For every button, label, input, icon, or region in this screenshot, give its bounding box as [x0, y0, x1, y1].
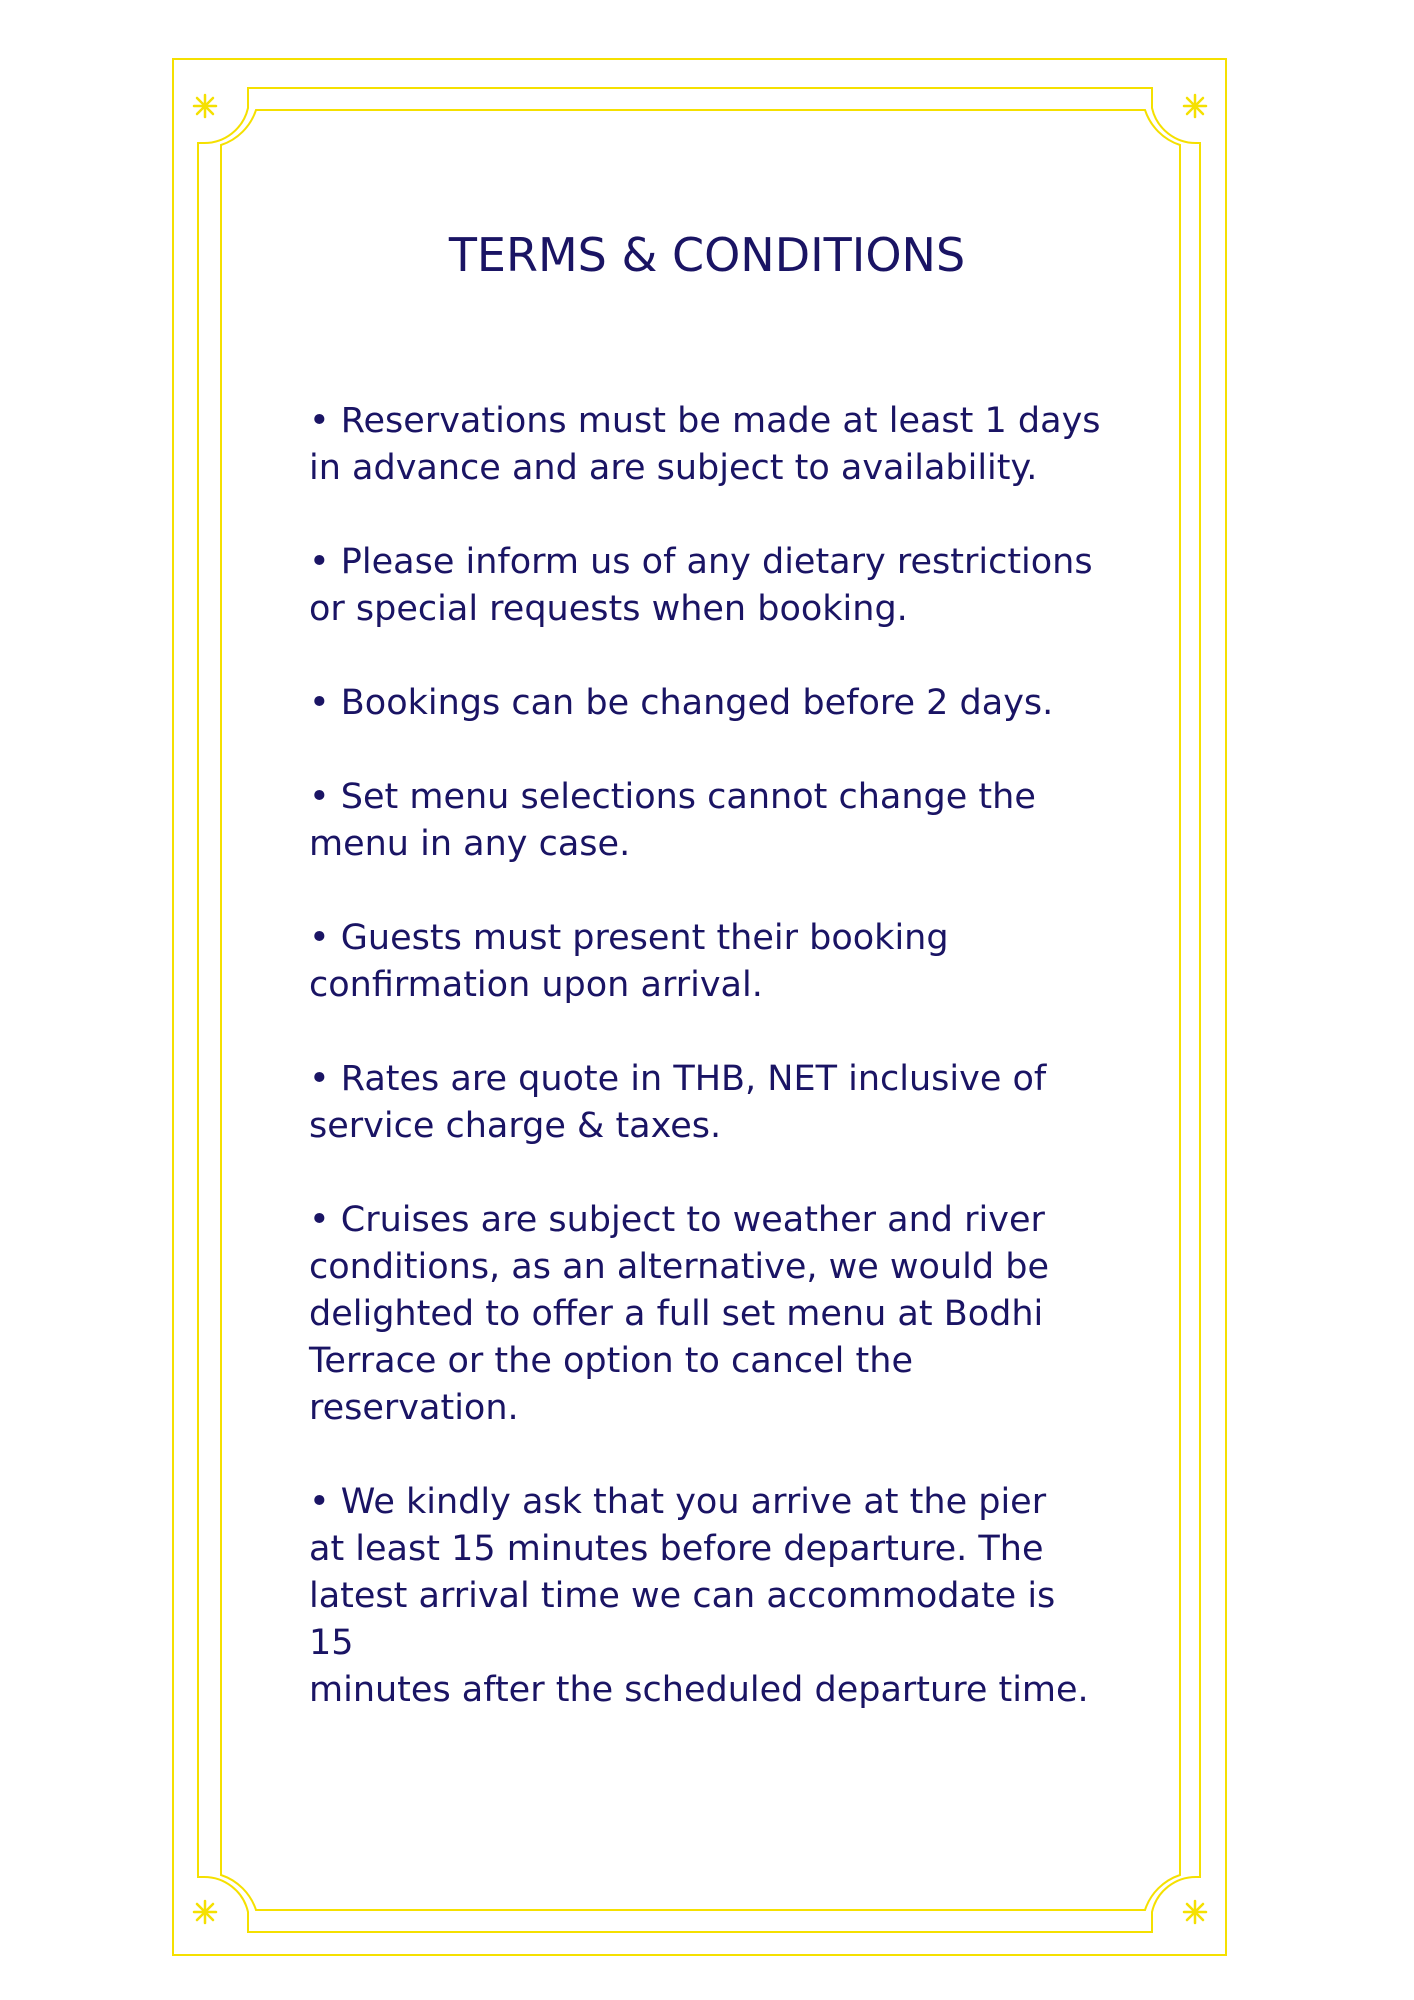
term-item [309, 398, 1109, 492]
term-text: • Set menu selections cannot change the menu in any case. [309, 777, 1036, 864]
term-text: • Bookings can be changed before 2 days. [309, 683, 1054, 723]
corner-star-icon-bottom-right [1184, 1901, 1206, 1923]
term-item [309, 1197, 1109, 1432]
terms-list [309, 398, 1109, 1761]
term-text: • Rates are quote in THB, NET inclusive of service charge & taxes. [309, 1059, 1047, 1146]
corner-star-icon-top-right [1184, 95, 1206, 117]
page-title: TERMS & CONDITIONS [448, 228, 966, 282]
term-text: • We kindly ask that you arrive at the pier at least 15 minutes before departure. The latest arrival time we can accommodate is 15 minutes after the scheduled departure time. [309, 1482, 1089, 1710]
corner-star-icon-bottom-left [194, 1901, 216, 1923]
corner-star-icon-top-left [194, 95, 216, 117]
term-text: • Reservations must be made at least 1 days in advance and are subject to availability. [309, 401, 1101, 488]
term-item [309, 1056, 1109, 1150]
term-text: • Guests must present their booking confirmation upon arrival. [309, 918, 949, 1005]
term-text: • Cruises are subject to weather and river conditions, as an alternative, we would be delighted to offer a full set menu at Bodhi Terrace or the option to cancel the reservation. [309, 1200, 1049, 1428]
term-item [309, 680, 1109, 727]
term-item [309, 915, 1109, 1009]
term-item [309, 539, 1109, 633]
term-text: • Please inform us of any dietary restrictions or special requests when booking. [309, 542, 1093, 629]
term-item [309, 1479, 1109, 1714]
term-item [309, 774, 1109, 868]
